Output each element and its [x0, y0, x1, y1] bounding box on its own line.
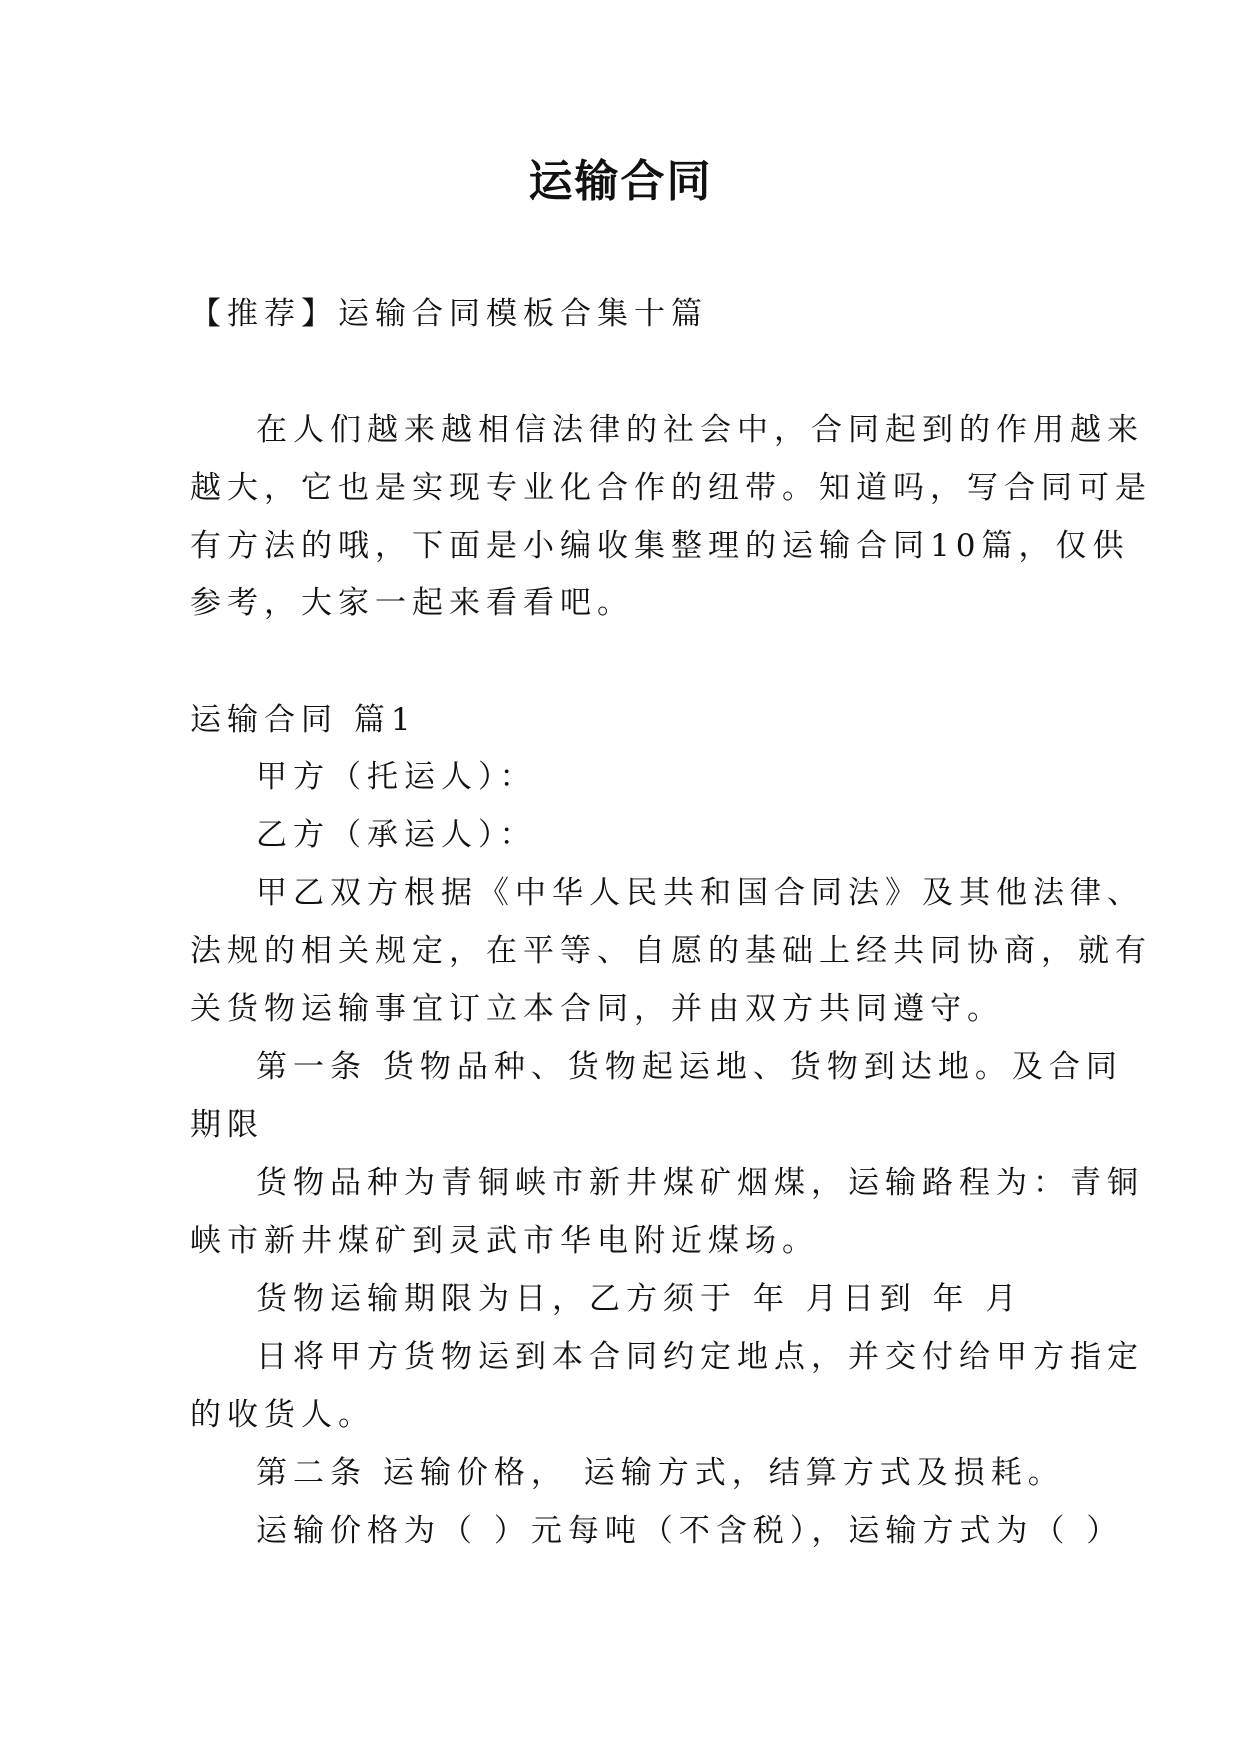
recommend-line: 【推荐】运输合同模板合集十篇: [190, 296, 708, 332]
article2-price-line: 运输价格为（ ）元每吨（不含税），运输方式为（ ）: [256, 1513, 1124, 1549]
party-a-line: 甲方（托运人）：: [256, 759, 537, 795]
intro-line-1: 在人们越来越相信法律的社会中，合同起到的作用越来: [256, 412, 1144, 448]
preamble-line-3: 关货物运输事宜订立本合同，并由双方共同遵守。: [190, 991, 1004, 1027]
article1-heading-line-1: 第一条 货物品种、货物起运地、货物到达地。及合同: [256, 1049, 1123, 1085]
article1-period-line-2: 日将甲方货物运到本合同约定地点，并交付给甲方指定: [256, 1339, 1144, 1375]
article1-goods-line-2: 峡市新井煤矿到灵武市华电附近煤场。: [190, 1223, 819, 1259]
article2-heading: 第二条 运输价格， 运输方式，结算方式及损耗。: [256, 1455, 1065, 1491]
article1-period-line-1: 货物运输期限为日，乙方须于 年 月日到 年 月: [256, 1281, 1023, 1317]
preamble-line-1: 甲乙双方根据《中华人民共和国合同法》及其他法律、: [256, 875, 1144, 911]
preamble-line-2: 法规的相关规定，在平等、自愿的基础上经共同协商，就有: [190, 933, 1152, 969]
section-heading: 运输合同 篇1: [190, 702, 417, 738]
intro-line-4: 参考，大家一起来看看吧。: [190, 585, 634, 621]
article1-period-line-3: 的收货人。: [190, 1397, 375, 1433]
document-title: 运输合同: [528, 156, 713, 207]
article1-heading-line-2: 期限: [190, 1107, 264, 1143]
intro-line-3: 有方法的哦，下面是小编收集整理的运输合同10篇，仅供: [190, 528, 1130, 564]
article1-goods-line-1: 货物品种为青铜峡市新井煤矿烟煤，运输路程为：青铜: [256, 1165, 1144, 1201]
party-b-line: 乙方（承运人）：: [256, 817, 537, 853]
intro-line-2: 越大，它也是实现专业化合作的纽带。知道吗，写合同可是: [190, 470, 1152, 506]
